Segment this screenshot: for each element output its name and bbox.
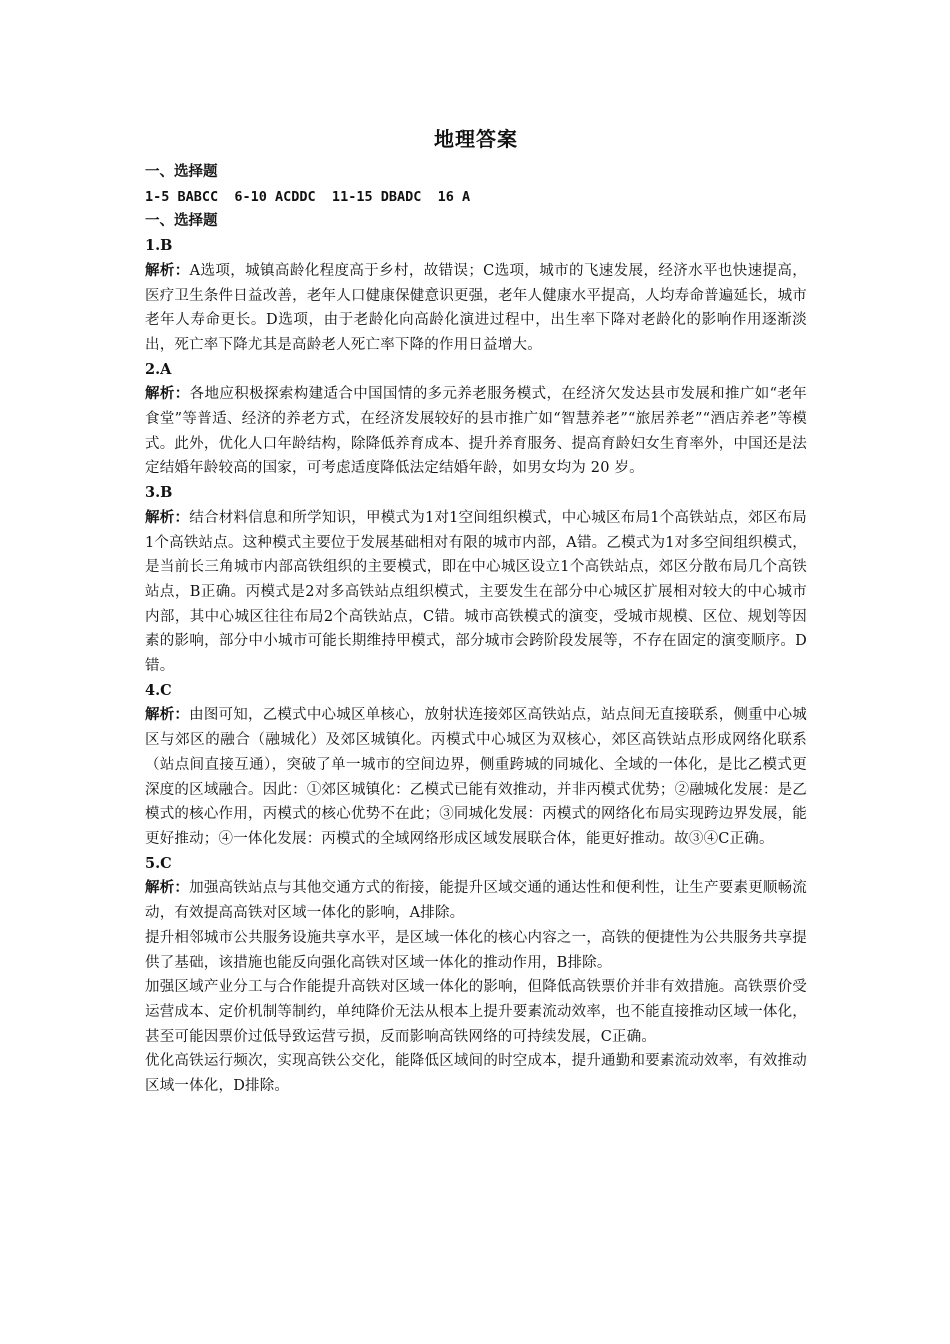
explanation-paragraph	[145, 506, 807, 679]
document-page	[145, 122, 807, 1099]
explanation-label: 解析：	[145, 385, 190, 403]
question-number: 5.C	[145, 854, 172, 872]
explanation-paragraph	[145, 703, 807, 851]
question-number: 3.B	[145, 484, 173, 502]
explanation-paragraph	[145, 876, 807, 925]
explanation-label: 解析：	[145, 879, 190, 897]
explanation-paragraph: 加强区域产业分工与合作能提升高铁对区域一体化的影响，但降低高铁票价并非有效措施。高铁票价受运营成本、定价机制等制约，单纯降价无法从根本上提升要素流动效率，也不能直接推动区域一体化，甚至可能因票价过低导致运营亏损，反而影响高铁网络的可持续发展，C正确。	[145, 979, 807, 1045]
question-number: 2.A	[145, 360, 172, 378]
section-heading: 一、选择题	[145, 212, 218, 230]
explanation-label: 解析：	[145, 508, 190, 526]
page-title: 地理答案	[434, 127, 518, 151]
explanation-label: 解析：	[145, 706, 190, 724]
explanation-paragraph: 提升相邻城市公共服务设施共享水平，是区域一体化的核心内容之一，高铁的便捷性为公共服务共享提供了基础，该措施也能反向强化高铁对区域一体化的推动作用，B排除。	[145, 929, 807, 971]
question-number: 4.C	[145, 681, 172, 699]
explanation-paragraph	[145, 382, 807, 481]
answer-key: 1-5 BABCC 6-10 ACDDC 11-15 DBADC 16 A	[145, 188, 471, 205]
explanation-text: 结合材料信息和所学知识，甲模式为1对1空间组织模式，中心城区布局1个高铁站点，郊区布局1个高铁站点。这种模式主要位于发展基础相对有限的城市内部，A错。乙模式为1对多空间组织模式，是当前长三角城市内部高铁组织的主要模式，即在中心城区设立1个高铁站点，郊区分散布局几个高铁站点，B正确。丙模式是2对多高铁站点组织模式，主要发生在部分中心城区扩展相对较大的中心城市内部，其中心城区往往布局2个高铁站点，C错。城市高铁模式的演变，受城市规模、区位、规划等因素的影响，部分中小城市可能长期维持甲模式，部分城市会跨阶段发展等，不存在固定的演变顺序。D错。	[145, 509, 807, 675]
explanation-text: 各地应积极探索构建适合中国国情的多元养老服务模式，在经济欠发达县市发展和推广如“老年食堂”等普适、经济的养老方式，在经济发展较好的县市推广如“智慧养老”“旅居养老”“酒店养老”等模式。此外，优化人口年龄结构，除降低养育成本、提升养育服务、提高育龄妇女生育率外，中国还是法定结婚年龄较高的国家，可考虑适度降低法定结婚年龄，如男女均为 20 岁。	[145, 386, 807, 477]
explanation-text: 由图可知，乙模式中心城区单核心，放射状连接郊区高铁站点，站点间无直接联系，侧重中心城区与郊区的融合（融城化）及郊区城镇化。丙模式中心城区为双核心，郊区高铁站点形成网络化联系（站点间直接互通），突破了单一城市的空间边界，侧重跨城的同城化、全域的一体化，是比乙模式更深度的区域融合。因此：①郊区城镇化：乙模式已能有效推动，并非丙模式优势；②融城化发展：是乙模式的核心作用，丙模式的核心优势不在此；③同城化发展：丙模式的网络化布局实现跨边界发展，能更好推动；④一体化发展：丙模式的全域网络形成区域发展联合体，能更好推动。故③④C正确。	[145, 707, 807, 847]
section-heading: 一、选择题	[145, 163, 218, 180]
explanation-label: 解析：	[145, 261, 190, 279]
explanation-paragraph	[145, 259, 807, 358]
explanation-paragraph: 优化高铁运行频次，实现高铁公交化，能降低区域间的时空成本，提升通勤和要素流动效率，有效推动区域一体化，D排除。	[145, 1053, 807, 1095]
explanation-text: 加强高铁站点与其他交通方式的衔接，能提升区域交通的通达性和便利性，让生产要素更顺畅流动，有效提高高铁对区域一体化的影响，A排除。	[145, 880, 807, 922]
question-number: 1.B	[145, 237, 173, 255]
explanation-text: A选项，城镇高龄化程度高于乡村，故错误；C选项，城市的飞速发展，经济水平也快速提高，医疗卫生条件日益改善，老年人口健康保健意识更强，老年人健康水平提高，人均寿命普遍延长，城市老年人寿命更长。D选项，由于老龄化向高龄化演进过程中，出生率下降对老龄化的影响作用逐渐淡出，死亡率下降尤其是高龄老人死亡率下降的作用日益增大。	[145, 262, 807, 353]
